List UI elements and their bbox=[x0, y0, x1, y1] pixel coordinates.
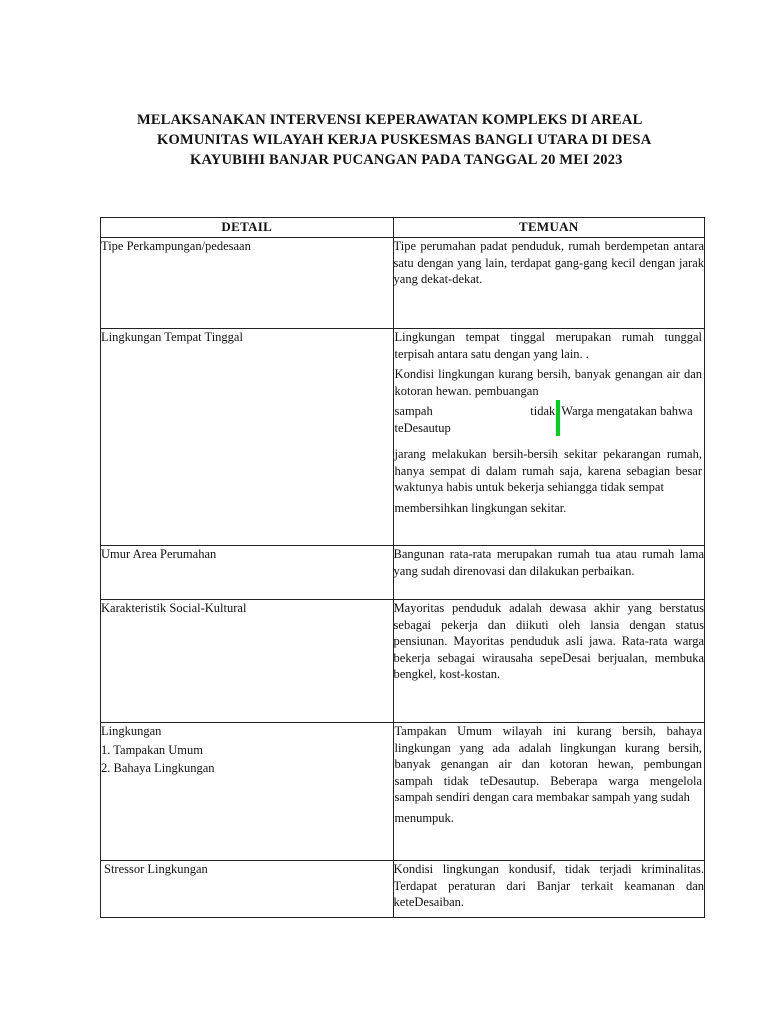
temuan-text: Mayoritas penduduk adalah dewasa akhir yang berstatus sebagai pekerja dan diikuti oleh lansia dengan status pensiunan. Mayoritas penduduk asli jawa. Rata-rata warga bekerja sebagai wirausaha sepeDesai berjualan, membuka bengkel, kost-kostan. bbox=[393, 601, 704, 681]
document-title bbox=[100, 110, 710, 170]
temuan-split-line bbox=[395, 403, 702, 420]
detail-text: 1. Tampakan Umum bbox=[101, 742, 204, 757]
temuan-phrase bbox=[530, 403, 702, 420]
temuan-text: Kondisi lingkungan kondusif, tidak terjadi kriminalitas. Terdapat peraturan dari Banjar terkait keamanan dan keteDesaiban. bbox=[393, 862, 704, 909]
header-detail: DETAIL bbox=[101, 218, 394, 238]
detail-cell bbox=[101, 861, 394, 918]
detail-cell bbox=[101, 600, 394, 723]
assessment-table bbox=[100, 217, 705, 918]
detail-text: Umur Area Perumahan bbox=[101, 547, 217, 561]
detail-cell bbox=[101, 546, 394, 600]
title-line-1: MELAKSANAKAN INTERVENSI KEPERAWATAN KOMPLEKS DI AREAL bbox=[137, 112, 643, 128]
temuan-text: Tipe perumahan padat penduduk, rumah berdempetan antara satu dengan yang lain, terdapat gang-gang kecil dengan jarak yang dekat-dekat. bbox=[393, 239, 704, 286]
table-row bbox=[101, 600, 705, 723]
temuan-word: Warga mengatakan bahwa bbox=[561, 404, 693, 418]
temuan-cell bbox=[393, 861, 704, 918]
table-header-row bbox=[101, 218, 705, 238]
temuan-text: teDesautup bbox=[394, 420, 451, 435]
title-line-2: KOMUNITAS WILAYAH KERJA PUSKESMAS BANGLI UTARA DI DESA bbox=[157, 132, 652, 148]
table-row bbox=[101, 329, 705, 546]
temuan-text: Bangunan rata-rata merupakan rumah tua atau rumah lama yang sudah direnovasi dan dilakukan perbaikan. bbox=[393, 547, 704, 578]
temuan-text: membersihkan lingkungan sekitar. bbox=[394, 500, 567, 515]
detail-cell bbox=[101, 723, 394, 861]
detail-text: Stressor Lingkungan bbox=[104, 862, 208, 876]
table-row bbox=[101, 723, 705, 861]
temuan-cell bbox=[393, 546, 704, 600]
temuan-word: tidak bbox=[530, 404, 556, 418]
temuan-word: sampah bbox=[394, 404, 433, 418]
detail-cell bbox=[101, 238, 394, 329]
temuan-cell bbox=[393, 329, 704, 546]
detail-text: 2. Bahaya Lingkungan bbox=[101, 761, 215, 775]
temuan-cell bbox=[393, 723, 704, 861]
temuan-cell bbox=[393, 238, 704, 329]
table-row bbox=[101, 238, 705, 329]
green-highlight-marker bbox=[556, 400, 560, 436]
temuan-text-line bbox=[395, 403, 702, 420]
detail-text: Lingkungan Tempat Tinggal bbox=[101, 330, 243, 344]
detail-cell bbox=[101, 329, 394, 546]
temuan-text: menumpuk. bbox=[394, 810, 454, 825]
temuan-text: jarang melakukan bersih-bersih sekitar pekarangan rumah, hanya sempat di dalam rumah saja, karena sebagian besar waktunya habis untuk bekerja sehiangga tidak sempat bbox=[394, 447, 702, 494]
temuan-text: Kondisi lingkungan kurang bersih, banyak genangan air dan kotoran hewan. pembuangan bbox=[394, 367, 702, 398]
detail-text: Karakteristik Social-Kultural bbox=[101, 601, 247, 615]
temuan-text: Tampakan Umum wilayah ini kurang bersih, bahaya lingkungan yang ada adalah lingkungan kurang bersih, banyak genangan air dan kotoran hewan, pembungan sampah tidak teDesautup. Beberapa warga mengelola sampah sendiri dengan cara membakar sampah yang sudah bbox=[394, 724, 702, 804]
temuan-cell bbox=[393, 600, 704, 723]
title-line-3: KAYUBIHI BANJAR PUCANGAN PADA TANGGAL 20 MEI 2023 bbox=[190, 152, 623, 168]
detail-text: Lingkungan bbox=[101, 724, 162, 738]
detail-text: Tipe Perkampungan/pedesaan bbox=[101, 239, 251, 253]
table-row bbox=[101, 546, 705, 600]
table-row bbox=[101, 861, 705, 918]
header-temuan: TEMUAN bbox=[393, 218, 704, 238]
temuan-text: Lingkungan tempat tinggal merupakan rumah tunggal terpisah antara satu dengan yang lain. . bbox=[394, 330, 702, 361]
